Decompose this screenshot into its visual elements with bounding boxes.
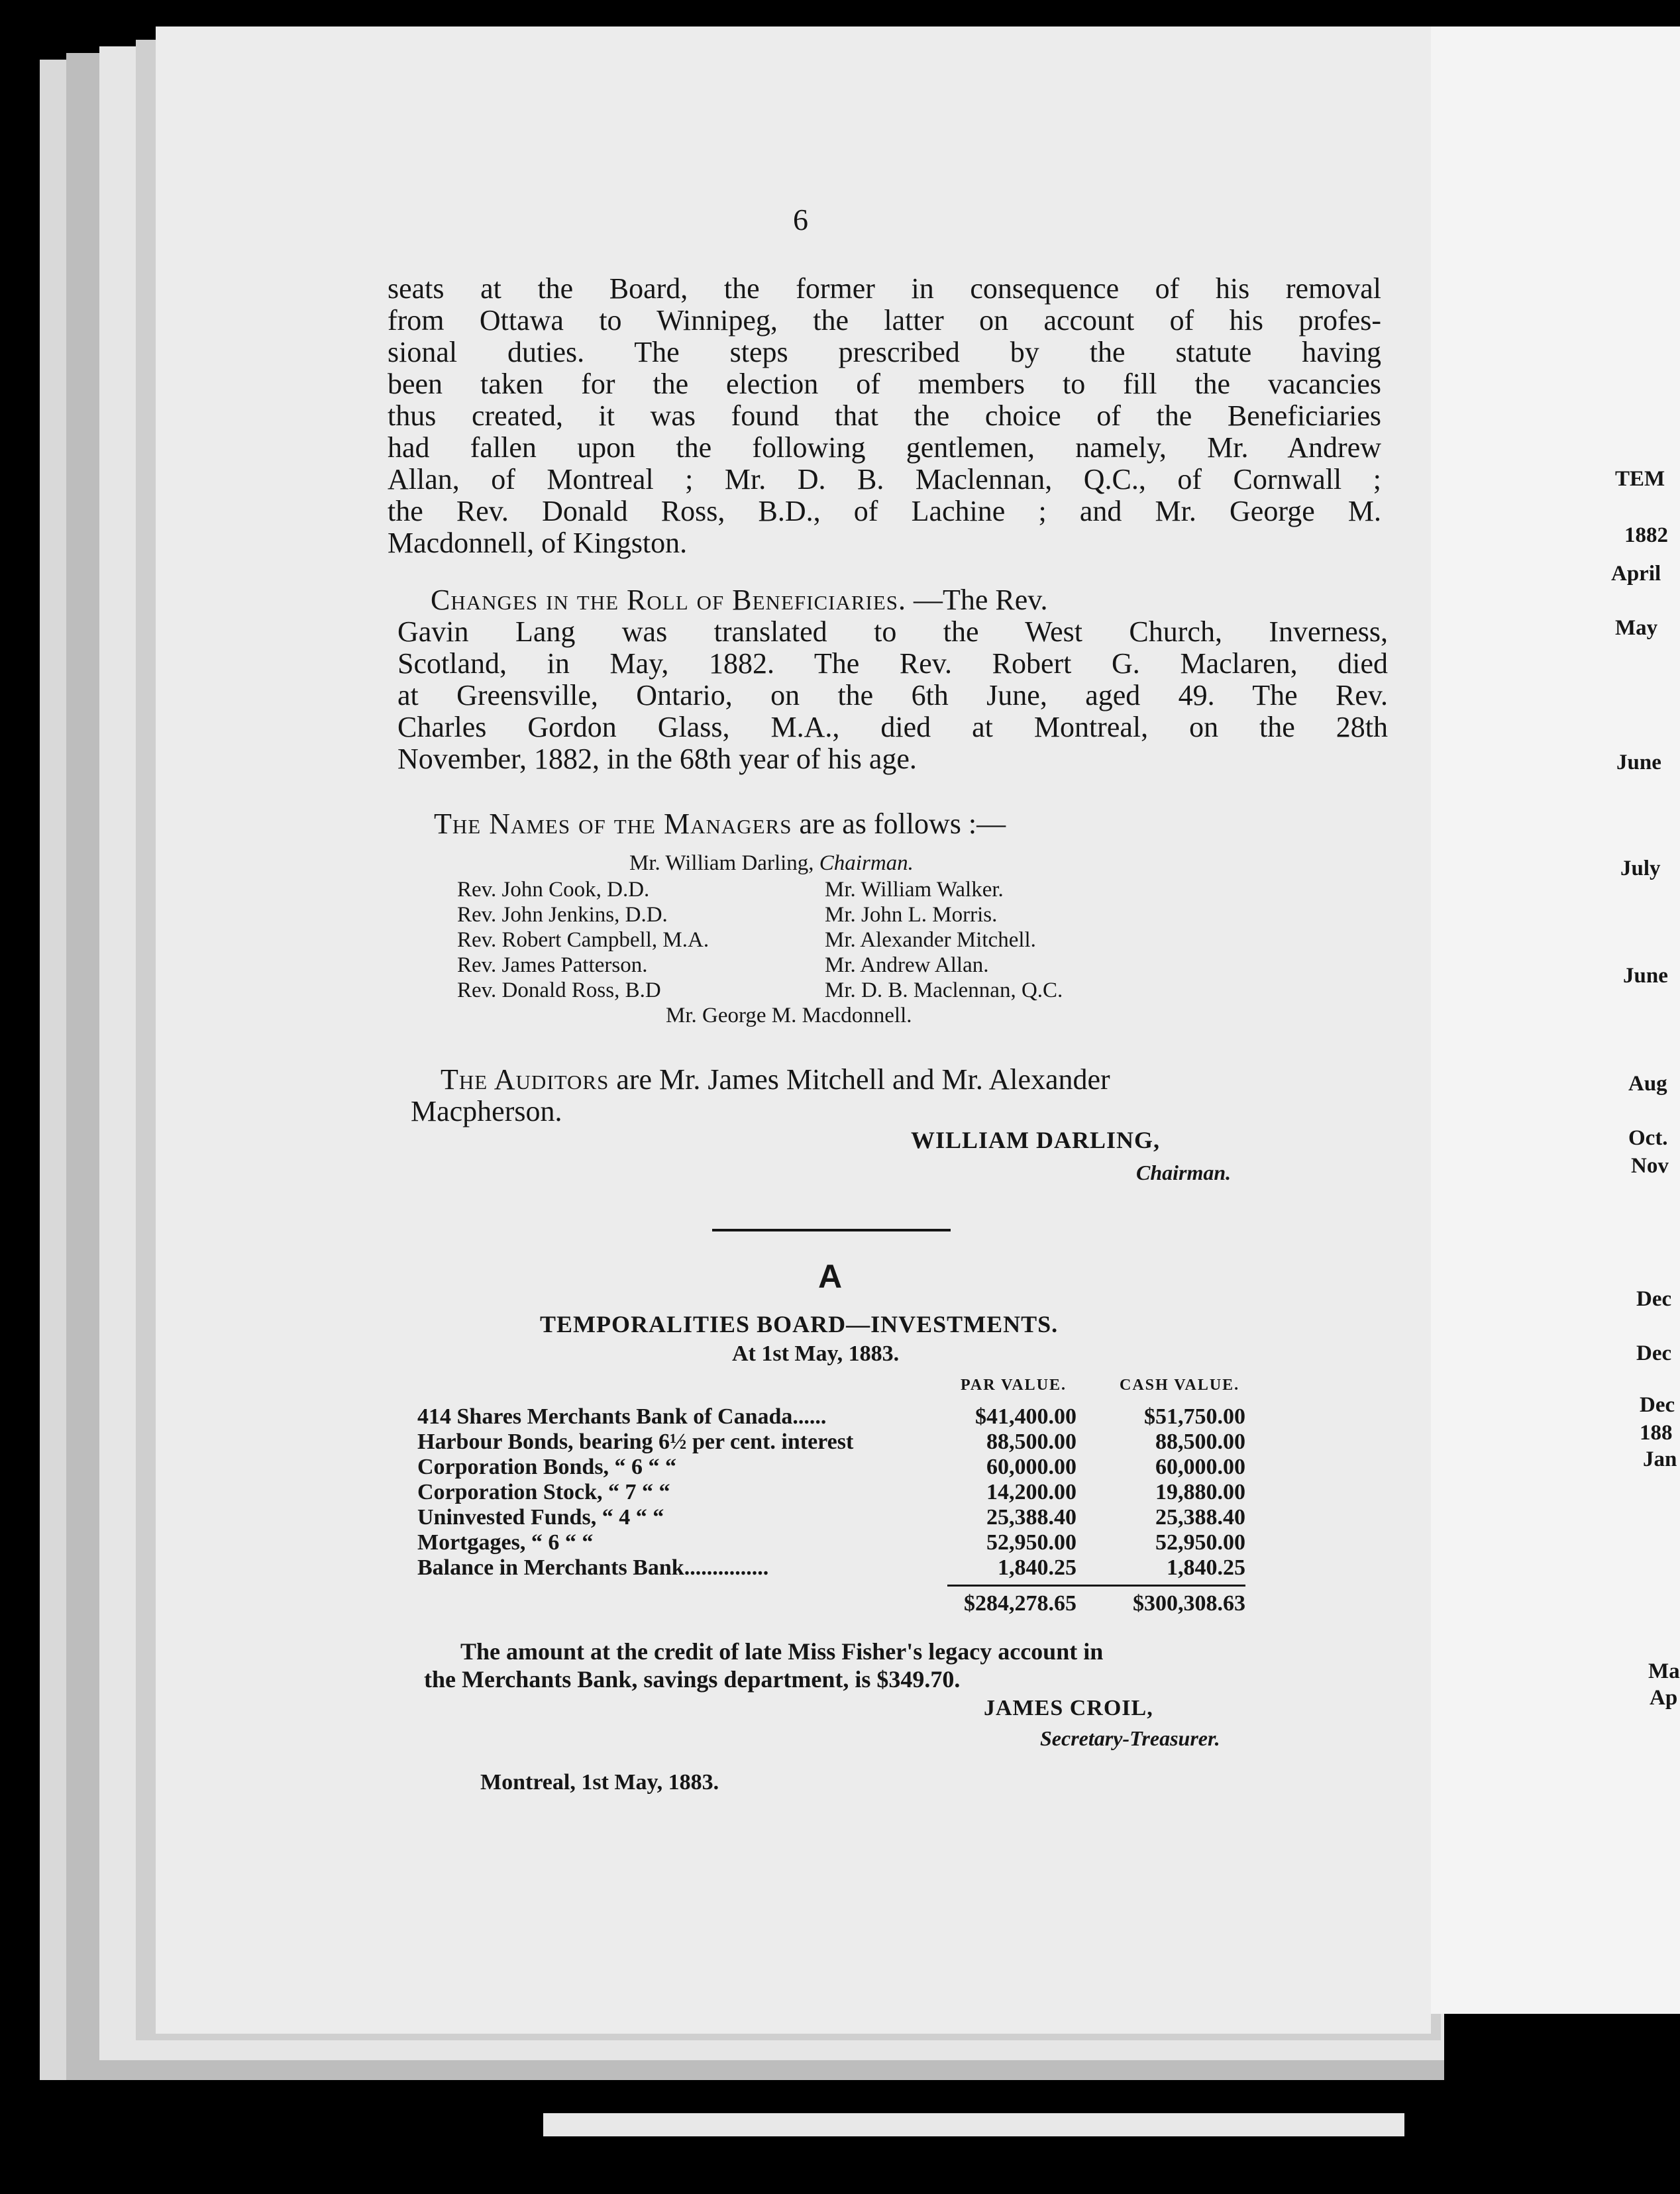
fragment-text: Dec bbox=[1640, 1393, 1675, 1417]
manager-name: Mr. William Walker. bbox=[825, 878, 1004, 902]
signature: JAMES CROIL, bbox=[984, 1696, 1153, 1720]
note-line: the Merchants Bank, savings department, is $349.70. bbox=[424, 1666, 961, 1693]
fragment-text: Dec bbox=[1636, 1287, 1672, 1311]
table-row-label: 414 Shares Merchants Bank of Canada...... bbox=[417, 1404, 827, 1429]
text-line bbox=[441, 1064, 1110, 1096]
table-cell-cash: 1,840.25 bbox=[1167, 1555, 1245, 1580]
fragment-text: Ma bbox=[1648, 1659, 1680, 1683]
facing-page bbox=[1424, 26, 1680, 2014]
text-line: Macpherson. bbox=[411, 1095, 562, 1127]
table-cell-cash: 19,880.00 bbox=[1155, 1480, 1245, 1504]
manager-name: Rev. Donald Ross, B.D bbox=[457, 978, 661, 1002]
signature: WILLIAM DARLING, bbox=[911, 1127, 1161, 1153]
table-cell-cash: 25,388.40 bbox=[1155, 1505, 1245, 1530]
page-number: 6 bbox=[793, 203, 808, 236]
total-cash: $300,308.63 bbox=[1133, 1591, 1245, 1616]
table-cell-par: 14,200.00 bbox=[986, 1480, 1076, 1504]
table-cell-par: 60,000.00 bbox=[986, 1455, 1076, 1479]
section-heading: The Names of the Managers bbox=[434, 808, 792, 840]
text-fragment: are as follows :— bbox=[799, 808, 1006, 840]
column-header-par: PAR VALUE. bbox=[961, 1377, 1067, 1394]
text-line: been taken for the election of members to fill the vacancies bbox=[388, 368, 1381, 400]
table-cell-par: 52,950.00 bbox=[986, 1530, 1076, 1555]
fragment-text: Dec bbox=[1636, 1341, 1672, 1365]
table-cell-par: 88,500.00 bbox=[986, 1430, 1076, 1454]
table-cell-par: 1,840.25 bbox=[998, 1555, 1076, 1580]
manager-name: Mr. George M. Macdonnell. bbox=[666, 1004, 912, 1027]
table-row-label: Harbour Bonds, bearing 6½ per cent. interest bbox=[417, 1430, 854, 1454]
text-line: the Rev. Donald Ross, B.D., of Lachine ; and Mr. George M. bbox=[388, 495, 1381, 527]
fragment-text: Ap bbox=[1650, 1686, 1678, 1710]
fragment-text: 1882 bbox=[1624, 523, 1668, 547]
text-line: Macdonnell, of Kingston. bbox=[388, 527, 688, 559]
section-divider bbox=[712, 1229, 951, 1231]
manager-name: Rev. Robert Campbell, M.A. bbox=[457, 928, 709, 952]
page-edge-strip bbox=[543, 2113, 1404, 2136]
text-line: Scotland, in May, 1882. The Rev. Robert G. Maclaren, died bbox=[397, 647, 1388, 680]
table-cell-cash: 52,950.00 bbox=[1155, 1530, 1245, 1555]
table-cell-cash: 88,500.00 bbox=[1155, 1430, 1245, 1454]
table-cell-cash: 60,000.00 bbox=[1155, 1455, 1245, 1479]
document-page bbox=[156, 26, 1431, 2034]
text-line: at Greensville, Ontario, on the 6th June, aged 49. The Rev. bbox=[397, 679, 1388, 711]
text-line: Charles Gordon Glass, M.A., died at Montreal, on the 28th bbox=[397, 711, 1388, 743]
fragment-text: Jan bbox=[1643, 1447, 1677, 1471]
fragment-text: June bbox=[1616, 751, 1661, 774]
text-line: had fallen upon the following gentlemen, namely, Mr. Andrew bbox=[388, 431, 1381, 464]
total-par: $284,278.65 bbox=[964, 1591, 1076, 1616]
fragment-text: June bbox=[1623, 964, 1668, 988]
text-line: sional duties. The steps prescribed by the statute having bbox=[388, 336, 1381, 368]
table-row-label: Mortgages, “ 6 “ “ bbox=[417, 1530, 594, 1555]
fragment-text: April bbox=[1611, 562, 1661, 586]
chairman-line bbox=[629, 851, 914, 875]
table-row-label: Corporation Bonds, “ 6 “ “ bbox=[417, 1455, 677, 1479]
manager-name: Rev. James Patterson. bbox=[457, 953, 648, 977]
chairman-name: Mr. William Darling, bbox=[629, 851, 814, 875]
text-line: from Ottawa to Winnipeg, the latter on account of his profes- bbox=[388, 304, 1381, 337]
table-date: At 1st May, 1883. bbox=[732, 1341, 900, 1366]
fragment-text: Aug bbox=[1628, 1072, 1667, 1096]
table-cell-par: 25,388.40 bbox=[986, 1505, 1076, 1530]
manager-name: Mr. Alexander Mitchell. bbox=[825, 928, 1036, 952]
table-row-label: Balance in Merchants Bank............... bbox=[417, 1555, 769, 1580]
text-fragment: —The Rev. bbox=[914, 584, 1048, 616]
text-line bbox=[431, 584, 1047, 616]
text-line: seats at the Board, the former in consequence of his removal bbox=[388, 272, 1381, 305]
manager-name: Rev. John Cook, D.D. bbox=[457, 878, 650, 902]
manager-name: Rev. John Jenkins, D.D. bbox=[457, 903, 668, 927]
table-row-label: Corporation Stock, “ 7 “ “ bbox=[417, 1480, 670, 1504]
fragment-text: July bbox=[1620, 857, 1661, 880]
text-line: Allan, of Montreal ; Mr. D. B. Maclennan, Q.C., of Cornwall ; bbox=[388, 463, 1381, 496]
chairman-title: Chairman. bbox=[819, 851, 914, 875]
manager-name: Mr. John L. Morris. bbox=[825, 903, 998, 927]
fragment-text: TEM bbox=[1615, 467, 1665, 491]
text-line bbox=[434, 808, 1006, 840]
note-line: The amount at the credit of late Miss Fisher's legacy account in bbox=[460, 1638, 1104, 1665]
text-line: thus created, it was found that the choice of the Beneficiaries bbox=[388, 399, 1381, 432]
fragment-text: 188 bbox=[1640, 1421, 1673, 1445]
text-line: November, 1882, in the 68th year of his age. bbox=[397, 743, 917, 775]
section-heading: Changes in the Roll of Beneficiaries. bbox=[431, 584, 907, 616]
fragment-text: May bbox=[1615, 616, 1658, 640]
manager-name: Mr. D. B. Maclennan, Q.C. bbox=[825, 978, 1063, 1002]
table-cell-cash: $51,750.00 bbox=[1144, 1404, 1245, 1429]
table-cell-par: $41,400.00 bbox=[975, 1404, 1076, 1429]
place-date: Montreal, 1st May, 1883. bbox=[480, 1770, 719, 1795]
fragment-text: Nov bbox=[1631, 1154, 1669, 1178]
total-rule bbox=[947, 1585, 1245, 1587]
column-header-cash: CASH VALUE. bbox=[1120, 1377, 1240, 1394]
section-heading: The Auditors bbox=[441, 1063, 609, 1096]
signature-title: Chairman. bbox=[1136, 1161, 1232, 1184]
table-row-label: Uninvested Funds, “ 4 “ “ bbox=[417, 1505, 664, 1530]
appendix-letter: A bbox=[818, 1258, 843, 1295]
text-fragment: are Mr. James Mitchell and Mr. Alexander bbox=[616, 1063, 1110, 1096]
fragment-text: Oct. bbox=[1628, 1126, 1668, 1150]
table-title: TEMPORALITIES BOARD—INVESTMENTS. bbox=[540, 1311, 1059, 1337]
signature-title: Secretary-Treasurer. bbox=[1040, 1726, 1220, 1750]
text-line: Gavin Lang was translated to the West Church, Inverness, bbox=[397, 615, 1388, 648]
manager-name: Mr. Andrew Allan. bbox=[825, 953, 989, 977]
